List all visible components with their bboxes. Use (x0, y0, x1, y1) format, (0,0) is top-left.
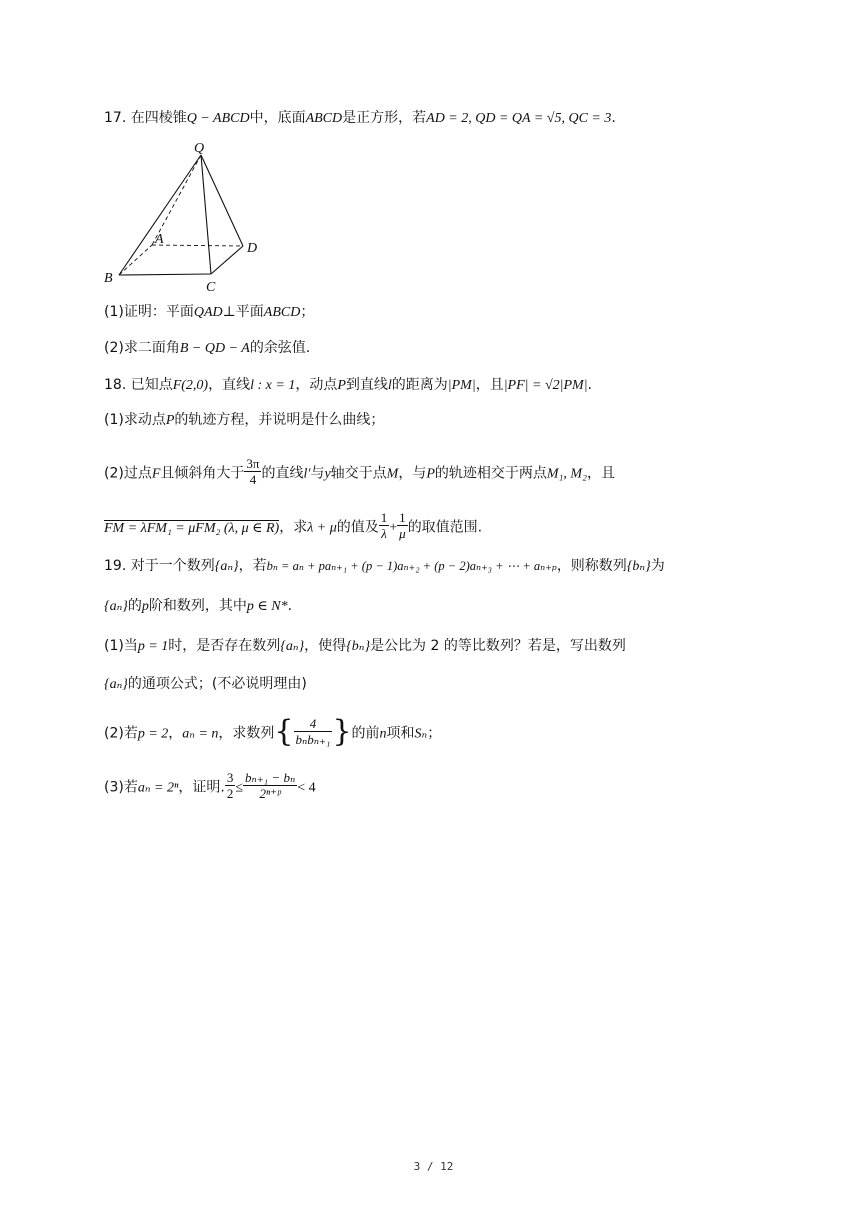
q18-part2-line2: FM = λFM₁ = μFM₂ (λ, μ ∈ R)，求λ + μ的值及 $\frac{1}{\lambda}$ + $\frac{1}{\mu}$ 的取值范围. (104, 510, 483, 541)
pyramid-figure (100, 136, 270, 296)
page-number: 3 / 12 (413, 1160, 454, 1173)
fraction: $\frac{\text{bₙ₊₁ − bₙ}}{\text{2ⁿ⁺ᵖ}}$ (245, 770, 296, 801)
vertex-label-c: C (206, 280, 216, 295)
q19-line2: {aₙ}的p阶和数列，其中p ∈ N*. (104, 598, 293, 614)
question-number: 19. (104, 558, 127, 574)
q18-part2-line1: (2)过点F且倾斜角大于 $\frac{3\pi}{4}$ 的直线l′与y轴交于点M，与P的轨迹相交于两点M₁, M₂，且 (104, 456, 615, 487)
vertex-label-q: Q (194, 141, 205, 156)
fraction: $\frac{1}{\lambda}$ (380, 510, 388, 541)
q18-part1: (1)求动点P的轨迹方程，并说明是什么曲线； (104, 412, 385, 428)
q18-line1: 18. 已知点F(2,0)，直线l : x = 1，动点P到直线l的距离为|PM|，且|PF| = √2|PM|. (104, 377, 592, 393)
question-number: 17. (104, 110, 127, 126)
vertex-label-b: B (104, 271, 113, 286)
q17-part1: (1)证明：平面QAD⊥平面ABCD； (104, 304, 315, 320)
fraction: $\frac{3}{2}$ (226, 770, 234, 801)
fraction: $\frac{1}{\mu}$ (399, 510, 406, 541)
vertex-label-a: A (155, 232, 164, 247)
question-number: 18. (104, 377, 127, 393)
fraction: $\frac{4}{\text{bₙbₙ₊₁}}$ (295, 716, 331, 747)
vertex-label-d: D (247, 241, 258, 256)
q19-part1-line1: (1)当p = 1时，是否存在数列{aₙ}，使得{bₙ}是公比为 2 的等比数列？若是，写出数列 (104, 638, 626, 654)
q19-part3: (3)若aₙ = 2ⁿ，证明. $\frac{3}{2}$ ≤ $\frac{\text{bₙ₊₁ − bₙ}}{\text{2ⁿ⁺ᵖ}}$ < 4 (104, 770, 316, 801)
q19-part1-line2: {aₙ}的通项公式；(不必说明理由) (104, 676, 307, 692)
q17-part2: (2)求二面角B − QD − A的余弦值. (104, 340, 311, 356)
fraction: $\frac{3\pi}{4}$ (246, 456, 260, 487)
q19-line1: 19. 对于一个数列{aₙ}，若bₙ = aₙ + paₙ₊₁ + (p − 1)aₙ₊₂ + (p − 2)aₙ₊₃ + ⋯ + aₙ₊ₚ，则称数列{bₙ}为 (104, 558, 665, 574)
q19-part2: (2)若p = 2，aₙ = n，求数列{ $\frac{4}{\text{bₙbₙ₊₁}}$ }的前n项和Sₙ； (104, 713, 442, 749)
q17-line1: 17. 在四棱锥Q − ABCD中，底面ABCD是正方形，若AD = 2, QD = QA = √5, QC = 3. (104, 110, 616, 126)
